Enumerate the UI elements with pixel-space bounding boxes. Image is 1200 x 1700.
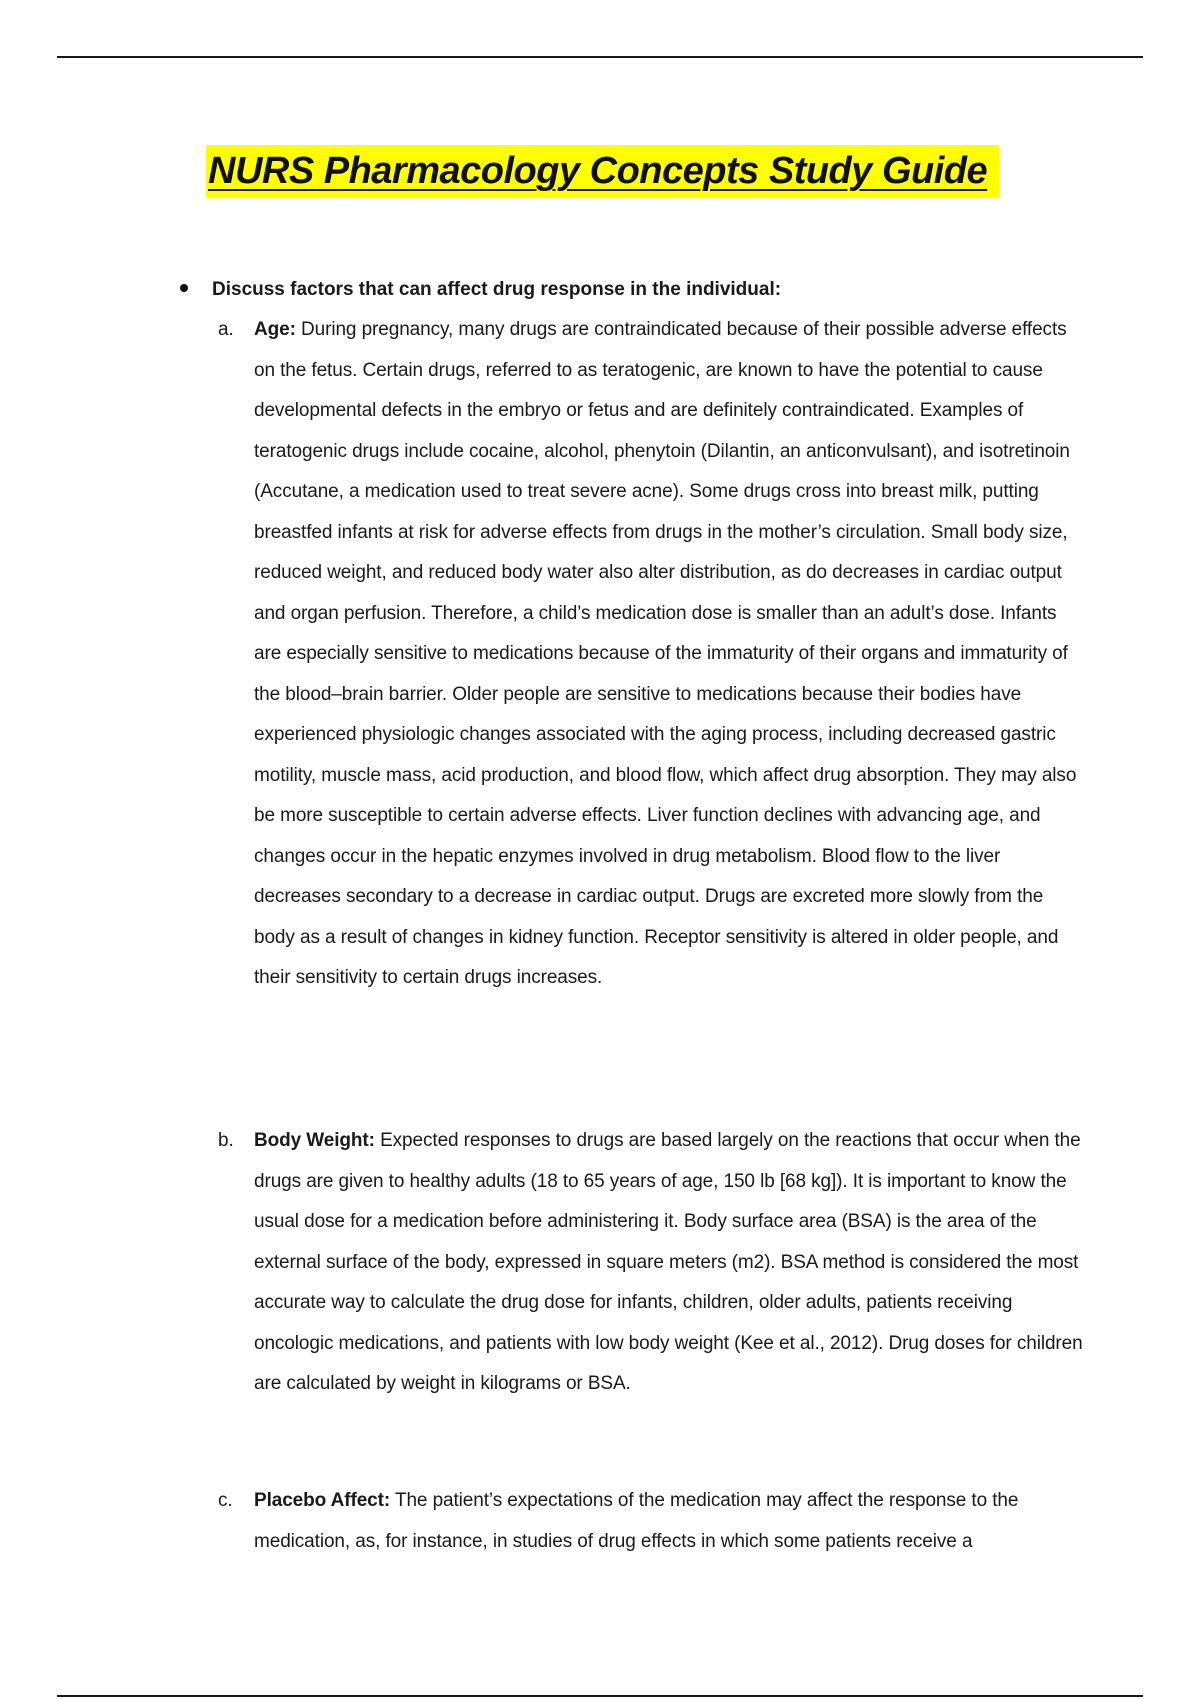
bottom-rule (57, 1695, 1143, 1697)
list-item-body-weight (218, 1121, 1088, 1405)
list-marker: a. (218, 319, 234, 340)
section-heading: Discuss factors that can affect drug response in the individual: (212, 279, 782, 300)
list-marker: b. (218, 1130, 234, 1151)
item-label: Placebo Affect: (254, 1490, 391, 1511)
page-title: NURS Pharmacology Concepts Study Guide (206, 145, 999, 197)
item-label: Body Weight: (254, 1130, 375, 1151)
list-item-text (254, 1121, 1088, 1405)
title-block (206, 145, 999, 197)
section-heading-row (180, 278, 781, 302)
item-body: Expected responses to drugs are based largely on the reactions that occur when the drugs are given to healthy adults (18 to 65 years of age, 150 lb [68 kg]). It is important to know the usual dose for a medication before administering it. Body surface area (BSA) is the area of the external surface of the body, expressed in square meters (m2). BSA method is considered the most accurate way to calculate the drug dose for infants, children, older adults, patients receiving oncologic medications, and patients with low body weight (Kee et al., 2012). Drug doses for children are calculated by weight in kilograms or BSA. (254, 1130, 1083, 1394)
item-body: During pregnancy, many drugs are contraindicated because of their possible adverse effects on the fetus. Certain drugs, referred to as teratogenic, are known to have the potential to cause developmental defects in the embryo or fetus and are definitely contraindicated. Examples of teratogenic drugs include cocaine, alcohol, phenytoin (Dilantin, an anticonvulsant), and isotretinoin (Accutane, a medication used to treat severe acne). Some drugs cross into breast milk, putting breastfed infants at risk for adverse effects from drugs in the mother’s circulation. Small body size, reduced weight, and reduced body water also alter distribution, as do decreases in cardiac output and organ perfusion. Therefore, a child’s medication dose is smaller than an adult’s dose. Infants are especially sensitive to medications because of the immaturity of their organs and immaturity of the blood–brain barrier. Older people are sensitive to medications because their bodies have experienced physiologic changes associated with the aging process, including decreased gastric motility, muscle mass, acid production, and blood flow, which affect drug absorption. They may also be more susceptible to certain adverse effects. Liver function declines with advancing age, and changes occur in the hepatic enzymes involved in drug metabolism. Blood flow to the liver decreases secondary to a decrease in cardiac output. Drugs are excreted more slowly from the body as a result of changes in kidney function. Receptor sensitivity is altered in older people, and their sensitivity to certain drugs increases. (254, 319, 1077, 988)
list-item-text (254, 1481, 1088, 1562)
bullet-icon (180, 284, 188, 292)
list-item-text (254, 310, 1088, 999)
top-rule (57, 56, 1143, 58)
list-marker: c. (218, 1490, 233, 1511)
item-body: The patient’s expectations of the medication may affect the response to the medication, as, for instance, in studies of drug effects in which some patients receive a (254, 1490, 1019, 1552)
list-item-age (218, 310, 1088, 999)
item-label: Age: (254, 319, 296, 340)
list-item-placebo-affect (218, 1481, 1088, 1562)
